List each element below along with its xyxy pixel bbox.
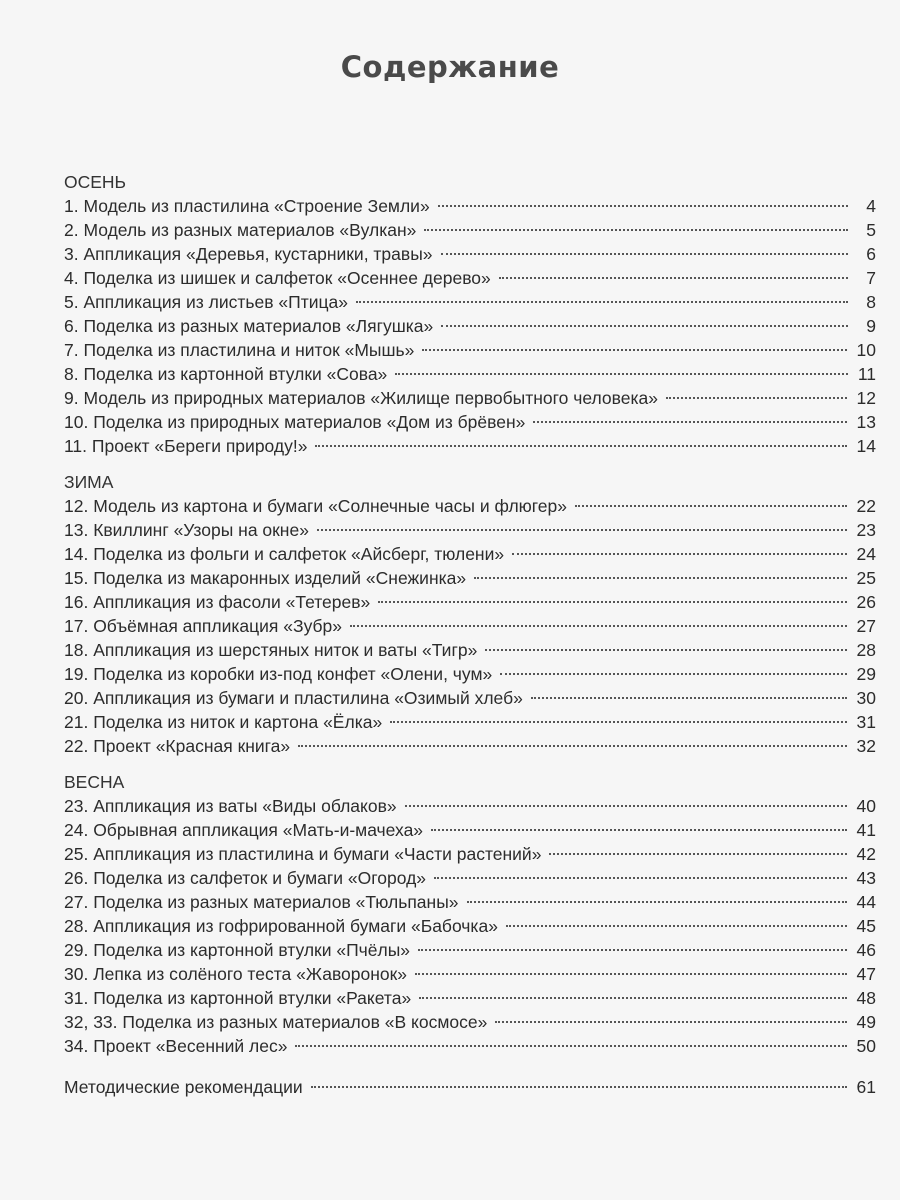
- entry-title: 34. Проект «Весенний лес»: [64, 1036, 288, 1056]
- dot-leader: [441, 325, 848, 327]
- toc-entry[interactable]: [64, 566, 876, 590]
- dot-leader: [378, 601, 846, 603]
- entry-page: 30: [856, 688, 876, 708]
- toc-entry[interactable]: [64, 242, 876, 266]
- entry-title: Методические рекомендации: [64, 1077, 303, 1097]
- toc-entry[interactable]: [64, 518, 876, 542]
- entry-title: 13. Квиллинг «Узоры на окне»: [64, 520, 309, 540]
- entry-page: 25: [856, 568, 876, 588]
- entry-page: 7: [866, 268, 876, 288]
- toc-entry[interactable]: [64, 794, 876, 818]
- entry-page: 22: [856, 496, 876, 516]
- toc-entry[interactable]: [64, 266, 876, 290]
- dot-leader: [422, 349, 846, 351]
- dot-leader: [533, 421, 846, 423]
- section-heading: ЗИМА: [64, 472, 114, 492]
- entry-page: 26: [856, 592, 876, 612]
- entry-title: 11. Проект «Береги природу!»: [64, 436, 308, 456]
- entry-page: 29: [856, 664, 876, 684]
- page-title: Содержание: [340, 50, 560, 84]
- entry-page: 43: [856, 868, 876, 888]
- toc-entry[interactable]: [64, 962, 876, 986]
- dot-leader: [415, 973, 847, 975]
- entry-page: 47: [856, 964, 876, 984]
- entry-title: 5. Аппликация из листьев «Птица»: [64, 292, 348, 312]
- entry-title: 17. Объёмная аппликация «Зубр»: [64, 616, 343, 636]
- dot-leader: [431, 829, 846, 831]
- dot-leader: [500, 673, 846, 675]
- entry-page: 42: [856, 844, 876, 864]
- dot-leader: [390, 721, 846, 723]
- entry-page: 44: [856, 892, 876, 912]
- dot-leader: [311, 1086, 847, 1088]
- section-spring: [64, 770, 876, 1058]
- entry-page: 49: [856, 1012, 876, 1032]
- toc-entry[interactable]: [64, 542, 876, 566]
- toc-entry[interactable]: [64, 662, 876, 686]
- entry-title: 32, 33. Поделка из разных материалов «В космосе»: [64, 1012, 488, 1032]
- entry-title: 18. Аппликация из шерстяных ниток и ваты «Тигр»: [64, 640, 478, 660]
- toc-entry[interactable]: [64, 410, 876, 434]
- toc-entry[interactable]: [64, 434, 876, 458]
- toc-entry[interactable]: [64, 590, 876, 614]
- toc-entry[interactable]: [64, 1010, 876, 1034]
- entry-title: 30. Лепка из солёного теста «Жаворонок»: [64, 964, 408, 984]
- entry-page: 24: [856, 544, 876, 564]
- section-gap: [64, 758, 876, 770]
- dot-leader: [419, 997, 846, 999]
- entry-page: 32: [856, 736, 876, 756]
- entry-title: 31. Поделка из картонной втулки «Ракета»: [64, 988, 412, 1008]
- entry-title: 25. Аппликация из пластилина и бумаги «Части растений»: [64, 844, 542, 864]
- toc-entry[interactable]: [64, 938, 876, 962]
- dot-leader: [356, 301, 848, 303]
- dot-leader: [295, 1045, 846, 1047]
- entry-page: 4: [866, 196, 876, 216]
- section-winter: [64, 470, 876, 758]
- toc-entry[interactable]: [64, 614, 876, 638]
- entry-title: 19. Поделка из коробки из-под конфет «Олени, чум»: [64, 664, 493, 684]
- dot-leader: [499, 277, 848, 279]
- entry-title: 9. Модель из природных материалов «Жилище первобытного человека»: [64, 388, 658, 408]
- entry-page: 46: [856, 940, 876, 960]
- toc-entry[interactable]: [64, 218, 876, 242]
- entry-page: 14: [856, 436, 876, 456]
- entry-page: 9: [866, 316, 876, 336]
- entry-title: 21. Поделка из ниток и картона «Ёлка»: [64, 712, 383, 732]
- entry-title: 27. Поделка из разных материалов «Тюльпаны»: [64, 892, 459, 912]
- toc-entry[interactable]: [64, 914, 876, 938]
- entry-title: 14. Поделка из фольги и салфеток «Айсберг, тюлени»: [64, 544, 505, 564]
- entry-title: 7. Поделка из пластилина и ниток «Мышь»: [64, 340, 415, 360]
- entry-page: 13: [856, 412, 876, 432]
- entry-title: 29. Поделка из картонной втулки «Пчёлы»: [64, 940, 411, 960]
- toc-entry-recommendations[interactable]: [64, 1075, 876, 1099]
- dot-leader: [418, 949, 846, 951]
- entry-title: 3. Аппликация «Деревья, кустарники, травы»: [64, 244, 433, 264]
- toc-entry[interactable]: [64, 386, 876, 410]
- entry-page: 40: [856, 796, 876, 816]
- toc-entry[interactable]: [64, 314, 876, 338]
- entry-page: 12: [856, 388, 876, 408]
- toc-entry[interactable]: [64, 638, 876, 662]
- entry-title: 8. Поделка из картонной втулки «Сова»: [64, 364, 388, 384]
- dot-leader: [549, 853, 846, 855]
- dot-leader: [512, 553, 846, 555]
- section-gap: [64, 458, 876, 470]
- toc-entry[interactable]: [64, 866, 876, 890]
- entry-page: 8: [866, 292, 876, 312]
- toc-entry[interactable]: [64, 290, 876, 314]
- entry-title: 15. Поделка из макаронных изделий «Снежинка»: [64, 568, 467, 588]
- section-gap: [64, 1058, 876, 1075]
- dot-leader: [298, 745, 846, 747]
- dot-leader: [424, 229, 848, 231]
- entry-title: 24. Обрывная аппликация «Мать-и-мачеха»: [64, 820, 424, 840]
- toc-entry[interactable]: [64, 686, 876, 710]
- entry-page: 11: [857, 364, 876, 384]
- toc-entry[interactable]: [64, 194, 876, 218]
- toc-entry[interactable]: [64, 842, 876, 866]
- entry-page: 23: [856, 520, 876, 540]
- table-of-contents: [64, 170, 876, 1099]
- toc-entry[interactable]: [64, 710, 876, 734]
- entry-page: 10: [856, 340, 876, 360]
- entry-title: 28. Аппликация из гофрированной бумаги «Бабочка»: [64, 916, 498, 936]
- toc-entry[interactable]: [64, 494, 876, 518]
- toc-entry[interactable]: [64, 734, 876, 758]
- section-heading: ВЕСНА: [64, 772, 125, 792]
- dot-leader: [441, 253, 849, 255]
- entry-title: 20. Аппликация из бумаги и пластилина «Озимый хлеб»: [64, 688, 523, 708]
- entry-page: 5: [866, 220, 876, 240]
- dot-leader: [474, 577, 846, 579]
- toc-entry[interactable]: [64, 338, 876, 362]
- toc-entry[interactable]: [64, 818, 876, 842]
- entry-title: 26. Поделка из салфеток и бумаги «Огород»: [64, 868, 427, 888]
- toc-entry[interactable]: [64, 986, 876, 1010]
- dot-leader: [434, 877, 847, 879]
- toc-entry[interactable]: [64, 1034, 876, 1058]
- entry-title: 23. Аппликация из ваты «Виды облаков»: [64, 796, 397, 816]
- entry-page: 61: [856, 1077, 876, 1097]
- dot-leader: [467, 901, 847, 903]
- entry-title: 10. Поделка из природных материалов «Дом из брёвен»: [64, 412, 526, 432]
- dot-leader: [315, 445, 846, 447]
- entry-title: 22. Проект «Красная книга»: [64, 736, 291, 756]
- dot-leader: [317, 529, 847, 531]
- entry-page: 27: [856, 616, 876, 636]
- entry-page: 45: [856, 916, 876, 936]
- dot-leader: [350, 625, 847, 627]
- entry-title: 12. Модель из картона и бумаги «Солнечные часы и флюгер»: [64, 496, 567, 516]
- entry-title: 4. Поделка из шишек и салфеток «Осеннее дерево»: [64, 268, 491, 288]
- dot-leader: [405, 805, 847, 807]
- entry-page: 6: [866, 244, 876, 264]
- entry-page: 31: [856, 712, 876, 732]
- dot-leader: [666, 397, 847, 399]
- section-heading: ОСЕНЬ: [64, 172, 127, 192]
- entry-title: 1. Модель из пластилина «Строение Земли»: [64, 196, 430, 216]
- dot-leader: [485, 649, 846, 651]
- entry-page: 50: [856, 1036, 876, 1056]
- dot-leader: [438, 205, 848, 207]
- entry-title: 16. Аппликация из фасоли «Тетерев»: [64, 592, 371, 612]
- dot-leader: [575, 505, 847, 507]
- dot-leader: [531, 697, 847, 699]
- toc-entry[interactable]: [64, 362, 876, 386]
- entry-title: 6. Поделка из разных материалов «Лягушка»: [64, 316, 434, 336]
- dot-leader: [506, 925, 847, 927]
- entry-page: 28: [856, 640, 876, 660]
- dot-leader: [395, 373, 848, 375]
- entry-title: 2. Модель из разных материалов «Вулкан»: [64, 220, 417, 240]
- toc-entry[interactable]: [64, 890, 876, 914]
- entry-page: 48: [856, 988, 876, 1008]
- dot-leader: [495, 1021, 846, 1023]
- section-autumn: [64, 170, 876, 458]
- entry-page: 41: [856, 820, 876, 840]
